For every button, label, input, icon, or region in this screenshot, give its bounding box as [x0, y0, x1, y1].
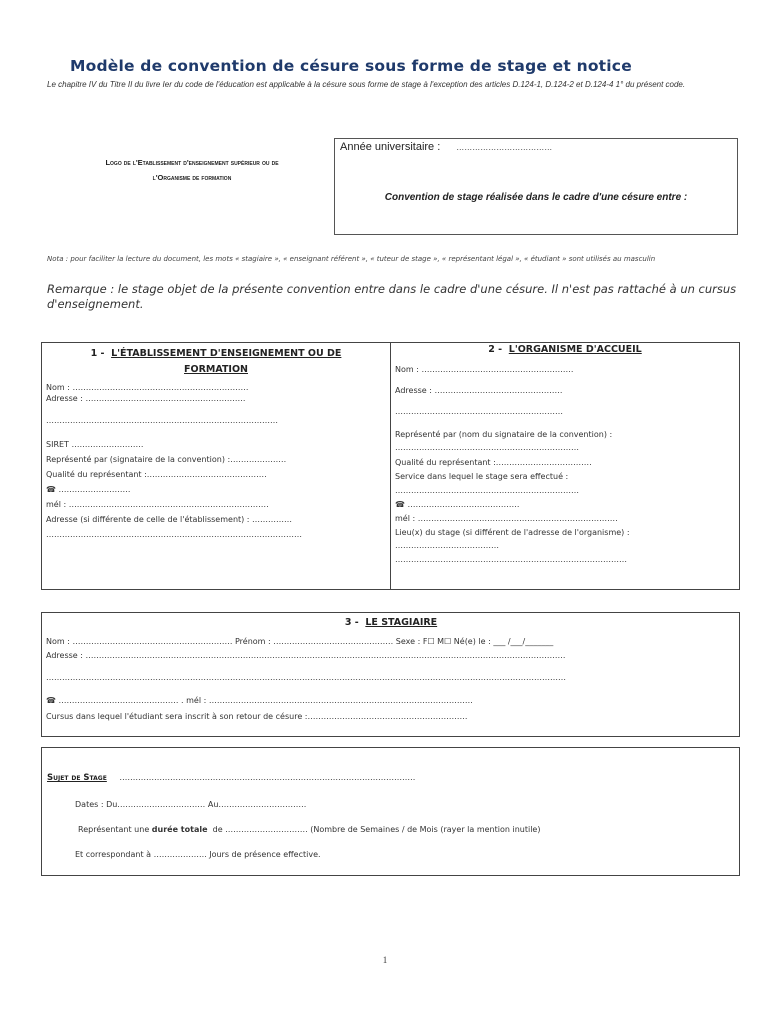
org-email-field[interactable]: mél : ………………………………………………………………… [395, 514, 618, 523]
etab-alt-address-line2[interactable]: …………………………………………………………………………………… [46, 530, 302, 539]
section-4 [47, 772, 732, 860]
section-2 [395, 342, 735, 565]
academic-year-field[interactable]: ……………………………… [456, 143, 553, 152]
jours-field[interactable]: Et correspondant à ……………….. Jours de présence effective. [75, 850, 321, 859]
org-qualite-field[interactable]: Qualité du représentant :……………………………… [395, 458, 592, 467]
section-1 [46, 346, 386, 540]
nota-text: Nota : pour faciliter la lecture du document, les mots « stagiaire », « enseignant référent », « tuteur de stage », « représentant légal », « étudiant » sont utilisés au masculin [47, 255, 656, 263]
org-representant-label: Représenté par (nom du signataire de la convention) : [395, 430, 613, 439]
org-adresse-line2[interactable]: ……………………………………………………… [395, 407, 563, 416]
remarque-text: Remarque : le stage objet de la présente convention entre dans le cadre d'une césure. Il n'est pas rattaché à un cursus d'enseignement. [47, 282, 737, 311]
academic-year-row [340, 141, 552, 153]
academic-year-box [334, 138, 738, 235]
logo-line-2: l'Organisme de formation [152, 173, 232, 182]
etab-alt-address-field[interactable]: Adresse (si différente de celle de l'établissement) : …………… [46, 515, 293, 524]
sujet-field[interactable]: ………………………………………………………………………………………………… [119, 773, 416, 782]
section-3 [46, 615, 736, 722]
etab-adresse-line2[interactable]: …………………………………………………………………………… [46, 416, 278, 425]
section-2-title: 2 - L'ORGANISME D'ACCUEIL [488, 344, 642, 355]
etab-adresse-field[interactable]: Adresse : …………………………………………………… [46, 394, 246, 403]
stagiaire-adresse-line2[interactable]: …………………………………………………………………………………………………………………………………………………………………………… [46, 673, 566, 682]
stagiaire-contact-field[interactable]: ☎ ……………………………………… . mél : ……………………………………………………………………………………… [46, 696, 473, 705]
org-lieu-label: Lieu(x) du stage (si différent de l'adresse de l'organisme) : [395, 528, 630, 537]
org-service-label: Service dans lequel le stage sera effectué : [395, 472, 569, 481]
etab-qualite-field[interactable]: Qualité du représentant :……………………………………… [46, 470, 267, 479]
intro-text: Le chapitre IV du Titre II du livre Ier du code de l'éducation est applicable à la césure sous forme de stage à l'exception des articles D.124-1, D.124-2 et D.124-4 1° du présent code. [47, 80, 686, 89]
logo-placeholder [47, 155, 337, 185]
logo-line-1: Logo de l'Etablissement d'enseignement supérieur ou de [105, 158, 279, 167]
org-lieu-line2[interactable]: …………………………………………………………………………… [395, 555, 627, 564]
duree-totale-label: durée totale [151, 825, 208, 834]
section-1-title: 1 - L'ÉTABLISSEMENT D'ENSEIGNEMENT OU DE FORMATION [90, 348, 342, 375]
sujet-label: Sujet de Stage [47, 773, 107, 783]
page-title: Modèle de convention de césure sous forme de stage et notice [70, 57, 632, 75]
stagiaire-adresse-field[interactable]: Adresse : ……………………………………………………………………………………………………………………………………………………………… [46, 651, 566, 660]
convention-label: Convention de stage réalisée dans le cadre d'une césure entre : [384, 192, 688, 203]
column-divider [390, 342, 391, 590]
etab-phone-field[interactable]: ☎ ……………………… [46, 485, 131, 494]
dates-field[interactable]: Dates : Du…………………………… Au…………………………… [75, 800, 307, 809]
stagiaire-cursus-field[interactable]: Cursus dans lequel l'étudiant sera inscrit à son retour de césure :…………………………………………………… [46, 712, 468, 721]
academic-year-label: Année universitaire : [340, 141, 441, 153]
page-number: 1 [382, 955, 388, 965]
stagiaire-identity-field[interactable]: Nom : …………………………………………………… Prénom : ……………………………………… Sexe : F☐ M☐ Né(e) le : ___ /___/_______ [46, 637, 554, 646]
duree-row[interactable]: Représentant une durée totale de …………………………. (Nombre de Semaines / de Mois (rayer la mention inutile) [78, 825, 541, 834]
section-2-fields [395, 364, 735, 565]
org-nom-field[interactable]: Nom : ………………………………………………… [395, 365, 574, 374]
etab-email-field[interactable]: mél : ………………………………………………………………… [46, 500, 269, 509]
etab-siret-field[interactable]: SIRET ……………………… [46, 440, 144, 449]
org-lieu-field[interactable]: ………………………………… [395, 541, 499, 550]
sujet-row [47, 772, 732, 784]
org-adresse-field[interactable]: Adresse : ………………………………………… [395, 386, 563, 395]
etab-nom-field[interactable]: Nom : ………………………………………………………… [46, 383, 249, 392]
org-phone-field[interactable]: ☎ …………………………………… [395, 500, 520, 509]
etab-representant-field[interactable]: Représenté par (signataire de la convention) :………………… [46, 455, 287, 464]
org-representant-field[interactable]: …………………………………………………………… [395, 443, 579, 452]
org-service-field[interactable]: …………………………………………………………… [395, 486, 579, 495]
section-3-fields [46, 636, 736, 722]
section-1-fields [46, 382, 386, 540]
section-3-title: 3 - LE STAGIAIRE [344, 617, 438, 628]
